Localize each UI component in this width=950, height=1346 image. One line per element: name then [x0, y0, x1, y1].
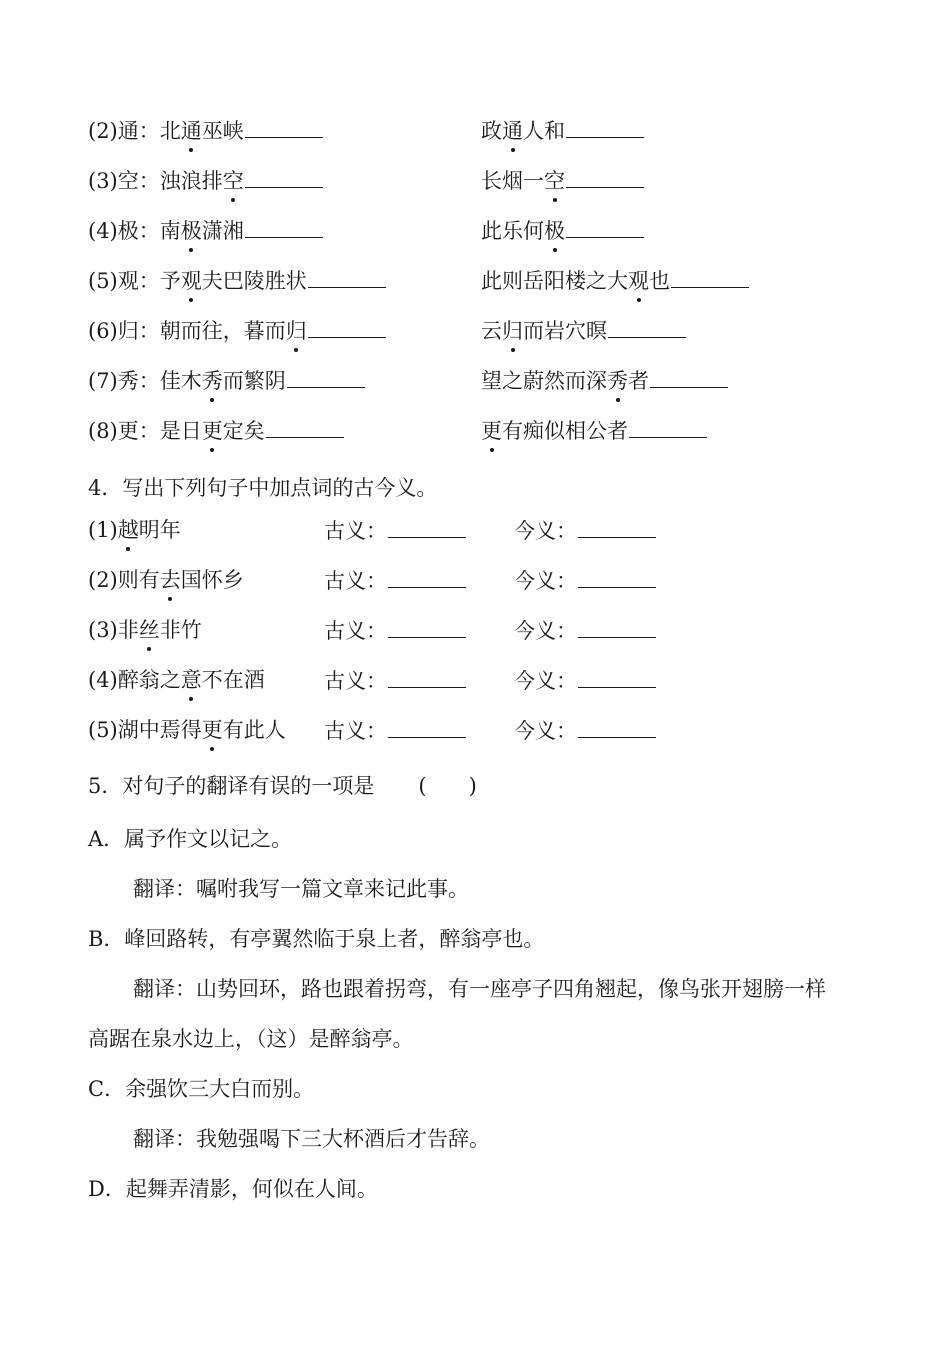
- sentence-text: 是日: [159, 419, 202, 443]
- dotted-word: 观: [628, 269, 649, 293]
- q3-row-left: [88, 367, 365, 393]
- dotted-word: 极: [180, 219, 202, 243]
- ancient-meaning-label: 古义：: [324, 569, 387, 593]
- modern-meaning-field: [514, 717, 656, 743]
- dotted-word: 观: [180, 269, 202, 293]
- option-d: D．起舞弄清影，何似在人间。: [88, 1177, 378, 1201]
- q4-sentence: [88, 667, 265, 693]
- answer-blank[interactable]: [578, 517, 656, 538]
- dotted-word: 空: [544, 169, 565, 193]
- item-number: (4): [88, 668, 118, 692]
- answer-blank[interactable]: [245, 217, 323, 238]
- q3-row-right: [481, 217, 644, 243]
- sentence-text: 则有: [117, 568, 160, 592]
- answer-blank[interactable]: [650, 367, 728, 388]
- dotted-word: 丝: [138, 618, 160, 642]
- dotted-word: 更: [201, 718, 223, 742]
- answer-blank[interactable]: [388, 517, 466, 538]
- dotted-word: 秀: [607, 369, 628, 393]
- answer-blank[interactable]: [308, 267, 386, 288]
- q5-title-text: 5．对句子的翻译有误的一项是: [88, 774, 375, 798]
- ancient-meaning-label: 古义：: [324, 719, 387, 743]
- sentence-text: 佳木: [159, 369, 202, 393]
- item-number: (7)秀：: [88, 369, 160, 393]
- answer-blank[interactable]: [308, 317, 386, 338]
- item-number: (6)归：: [88, 319, 160, 343]
- answer-blank[interactable]: [578, 667, 656, 688]
- dotted-word: 去: [159, 568, 181, 592]
- sentence-text: 定矣: [222, 419, 265, 443]
- q3-row-right: [481, 167, 644, 193]
- q4-title: 4．写出下列句子中加点词的古今义。: [88, 476, 438, 500]
- q5-title: [88, 773, 477, 799]
- sentence-text: 国怀乡: [180, 568, 244, 592]
- q4-sentence: [88, 567, 244, 593]
- dotted-word: 归: [502, 319, 523, 343]
- sentence-text: 南: [159, 219, 181, 243]
- q3-row-right: [481, 267, 749, 293]
- answer-blank[interactable]: [566, 117, 644, 138]
- dotted-word: 越: [117, 518, 139, 542]
- dotted-word: 更: [201, 419, 223, 443]
- item-number: (5)观：: [88, 269, 160, 293]
- sentence-text: 人和: [523, 119, 565, 143]
- sentence-text: 有痴似相公者: [502, 419, 628, 443]
- answer-blank[interactable]: [566, 167, 644, 188]
- item-number: (4)极：: [88, 219, 160, 243]
- sentence-text: 云: [481, 319, 502, 343]
- dotted-word: 意: [180, 668, 202, 692]
- answer-blank[interactable]: [388, 567, 466, 588]
- q3-row-right: [481, 117, 644, 143]
- answer-blank[interactable]: [578, 717, 656, 738]
- item-number: (5): [88, 718, 118, 742]
- sentence-text: 浊浪排: [159, 169, 223, 193]
- dotted-word: 通: [502, 119, 523, 143]
- answer-blank[interactable]: [578, 617, 656, 638]
- q3-row-left: [88, 317, 386, 343]
- item-number: (8)更：: [88, 419, 160, 443]
- answer-blank[interactable]: [245, 167, 323, 188]
- answer-blank[interactable]: [245, 117, 323, 138]
- dotted-word: 空: [222, 169, 244, 193]
- modern-meaning-field: [514, 667, 656, 693]
- answer-blank[interactable]: [287, 367, 365, 388]
- ancient-meaning-field: [324, 517, 466, 543]
- item-number: (3): [88, 618, 118, 642]
- q4-sentence: [88, 617, 202, 643]
- answer-blank[interactable]: [629, 417, 707, 438]
- q3-row-left: [88, 417, 344, 443]
- dotted-word: 秀: [201, 369, 223, 393]
- sentence-text: 有此人: [222, 718, 286, 742]
- option-b-translation-line1: 翻译：山势回环，路也跟着拐弯，有一座亭子四角翘起，像鸟张开翅膀一样: [133, 977, 826, 1001]
- q4-sentence: [88, 717, 286, 743]
- answer-blank[interactable]: [266, 417, 344, 438]
- modern-meaning-label: 今义：: [514, 569, 577, 593]
- sentence-text: 望之蔚然而深: [481, 369, 607, 393]
- q3-row-left: [88, 217, 323, 243]
- answer-parentheses: ( ): [418, 774, 477, 798]
- dotted-word: 更: [481, 419, 502, 443]
- q3-row-right: [481, 317, 686, 343]
- sentence-text: 湖中焉得: [117, 718, 202, 742]
- sentence-text: 而繁阴: [222, 369, 286, 393]
- sentence-text: 北: [159, 119, 181, 143]
- option-c: C．余强饮三大白而别。: [88, 1077, 315, 1101]
- sentence-text: 此则岳阳楼之大: [481, 269, 628, 293]
- ancient-meaning-field: [324, 667, 466, 693]
- sentence-text: 醉翁之: [117, 668, 181, 692]
- answer-blank[interactable]: [566, 217, 644, 238]
- item-number: (2)通：: [88, 119, 160, 143]
- sentence-text: 长烟一: [481, 169, 544, 193]
- q3-row-right: [481, 367, 728, 393]
- modern-meaning-label: 今义：: [514, 719, 577, 743]
- sentence-text: 者: [628, 369, 649, 393]
- sentence-text: 潇湘: [201, 219, 244, 243]
- modern-meaning-field: [514, 567, 656, 593]
- modern-meaning-label: 今义：: [514, 669, 577, 693]
- ancient-meaning-label: 古义：: [324, 519, 387, 543]
- answer-blank[interactable]: [388, 617, 466, 638]
- answer-blank[interactable]: [388, 667, 466, 688]
- ancient-meaning-field: [324, 717, 466, 743]
- q4-sentence: [88, 517, 181, 543]
- q3-row-right: [481, 417, 707, 443]
- modern-meaning-label: 今义：: [514, 619, 577, 643]
- answer-blank[interactable]: [671, 267, 749, 288]
- sentence-text: 也: [649, 269, 670, 293]
- ancient-meaning-field: [324, 567, 466, 593]
- sentence-text: 不在酒: [201, 668, 265, 692]
- ancient-meaning-field: [324, 617, 466, 643]
- q3-row-left: [88, 267, 386, 293]
- sentence-text: 政: [481, 119, 502, 143]
- sentence-text: 予: [159, 269, 181, 293]
- item-number: (1): [88, 518, 118, 542]
- item-number: (3)空：: [88, 169, 160, 193]
- q3-row-left: [88, 167, 323, 193]
- dotted-word: 归: [285, 319, 307, 343]
- sentence-text: 而岩穴暝: [523, 319, 607, 343]
- sentence-text: 此乐何: [481, 219, 544, 243]
- dotted-word: 极: [544, 219, 565, 243]
- sentence-text: 明年: [138, 518, 181, 542]
- ancient-meaning-label: 古义：: [324, 669, 387, 693]
- sentence-text: 夫巴陵胜状: [201, 269, 307, 293]
- sentence-text: 非竹: [159, 618, 202, 642]
- modern-meaning-field: [514, 617, 656, 643]
- option-b: B．峰回路转，有亭翼然临于泉上者，醉翁亭也。: [88, 927, 545, 951]
- sentence-text: 巫峡: [201, 119, 244, 143]
- answer-blank[interactable]: [388, 717, 466, 738]
- item-number: (2): [88, 568, 118, 592]
- sentence-text: 非: [117, 618, 139, 642]
- ancient-meaning-label: 古义：: [324, 619, 387, 643]
- answer-blank[interactable]: [578, 567, 656, 588]
- answer-blank[interactable]: [608, 317, 686, 338]
- modern-meaning-field: [514, 517, 656, 543]
- dotted-word: 通: [180, 119, 202, 143]
- q3-row-left: [88, 117, 323, 143]
- option-a-translation: 翻译：嘱咐我写一篇文章来记此事。: [133, 877, 469, 901]
- option-c-translation: 翻译：我勉强喝下三大杯酒后才告辞。: [133, 1127, 490, 1151]
- sentence-text: 朝而往，暮而: [159, 319, 286, 343]
- modern-meaning-label: 今义：: [514, 519, 577, 543]
- option-a: A．属予作文以记之。: [88, 827, 293, 851]
- option-b-translation-line2: 高踞在泉水边上，（这）是醉翁亭。: [88, 1027, 414, 1051]
